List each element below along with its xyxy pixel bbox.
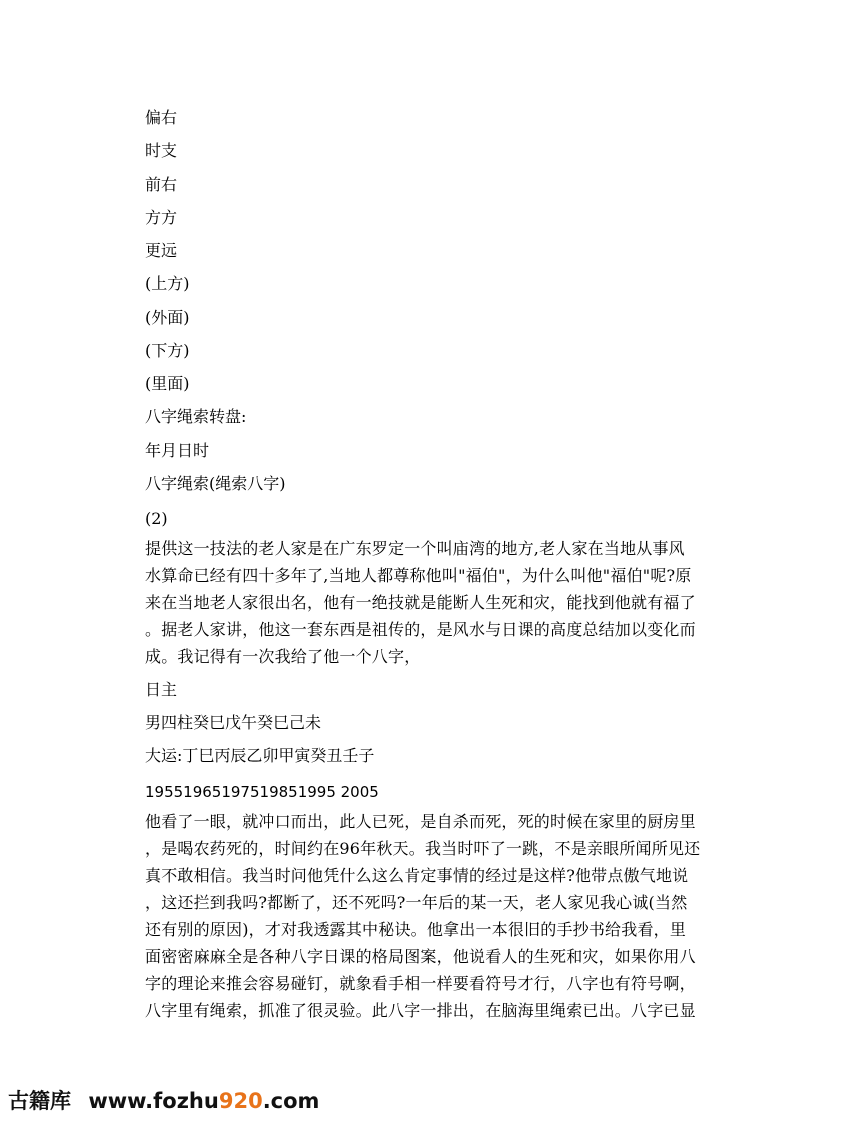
rizhu-label: 日主: [145, 680, 178, 699]
years-line: 19551965197519851995 2005: [145, 783, 379, 801]
paragraph-story: [145, 808, 725, 1024]
text-line: 年月日时: [145, 441, 210, 460]
site-url-number: 920: [218, 1089, 263, 1113]
text-line: (外面): [145, 308, 190, 327]
paragraph-line: 提供这一技法的老人家是在广东罗定一个叫庙湾的地方,老人家在当地从事风: [145, 539, 685, 558]
dayun-line: 大运:丁巳丙辰乙卯甲寅癸丑壬子: [145, 746, 375, 765]
paragraph-line: ，是喝农药死的，时间约在96年秋天。我当时吓了一跳，不是亲眼所闻所见还: [145, 839, 701, 858]
text-line: (上方): [145, 274, 190, 293]
site-brand: 古籍库: [8, 1089, 71, 1113]
section-heading: 八字绳索转盘:: [145, 407, 247, 426]
text-line: 偏右: [145, 108, 178, 127]
section-number: (2): [145, 509, 168, 528]
paragraph-line: 真不敢相信。我当时问他凭什么这么肯定事情的经过是这样?他带点傲气地说: [145, 866, 689, 885]
paragraph-line: 还有别的原因)，才对我透露其中秘诀。他拿出一本很旧的手抄书给我看，里: [145, 920, 687, 939]
paragraph-intro: [145, 535, 725, 670]
paragraph-line: 。据老人家讲，他这一套东西是祖传的，是风水与日课的高度总结加以变化而: [145, 620, 696, 639]
paragraph-line: 八字里有绳索，抓准了很灵验。此八字一排出，在脑海里绳索已出。八字已显: [145, 1001, 696, 1020]
text-line: 更远: [145, 241, 178, 260]
paragraph-line: ，这还拦到我吗?都断了，还不死吗?一年后的某一天，老人家见我心诚(当然: [145, 893, 688, 912]
text-line: 前右: [145, 175, 178, 194]
watermark-footer: [8, 1086, 319, 1116]
paragraph-line: 来在当地老人家很出名，他有一绝技就是能断人生死和灾，能找到他就有福了: [145, 593, 696, 612]
site-url[interactable]: [88, 1089, 319, 1113]
sizhu-line: 男四柱癸巳戊午癸巳己未: [145, 713, 322, 732]
paragraph-line: 他看了一眼，就冲口而出，此人已死，是自杀而死，死的时候在家里的厨房里: [145, 812, 696, 831]
text-line: 八字绳索(绳索八字): [145, 474, 286, 493]
text-line: 时支: [145, 141, 178, 160]
text-line: (里面): [145, 374, 190, 393]
site-url-prefix: www.fozhu: [88, 1089, 219, 1113]
text-line: 方方: [145, 208, 178, 227]
text-line: (下方): [145, 341, 190, 360]
paragraph-line: 面密密麻麻全是各种八字日课的格局图案，他说看人的生死和灾，如果你用八: [145, 947, 696, 966]
paragraph-line: 字的理论来推会容易碰钉，就象看手相一样要看符号才行，八字也有符号啊，: [145, 974, 696, 993]
paragraph-line: 水算命已经有四十多年了,当地人都尊称他叫"福伯"，为什么叫他"福伯"呢?原: [145, 566, 692, 585]
site-url-suffix: .com: [262, 1089, 320, 1113]
paragraph-line: 成。我记得有一次我给了他一个八字，: [145, 647, 421, 666]
